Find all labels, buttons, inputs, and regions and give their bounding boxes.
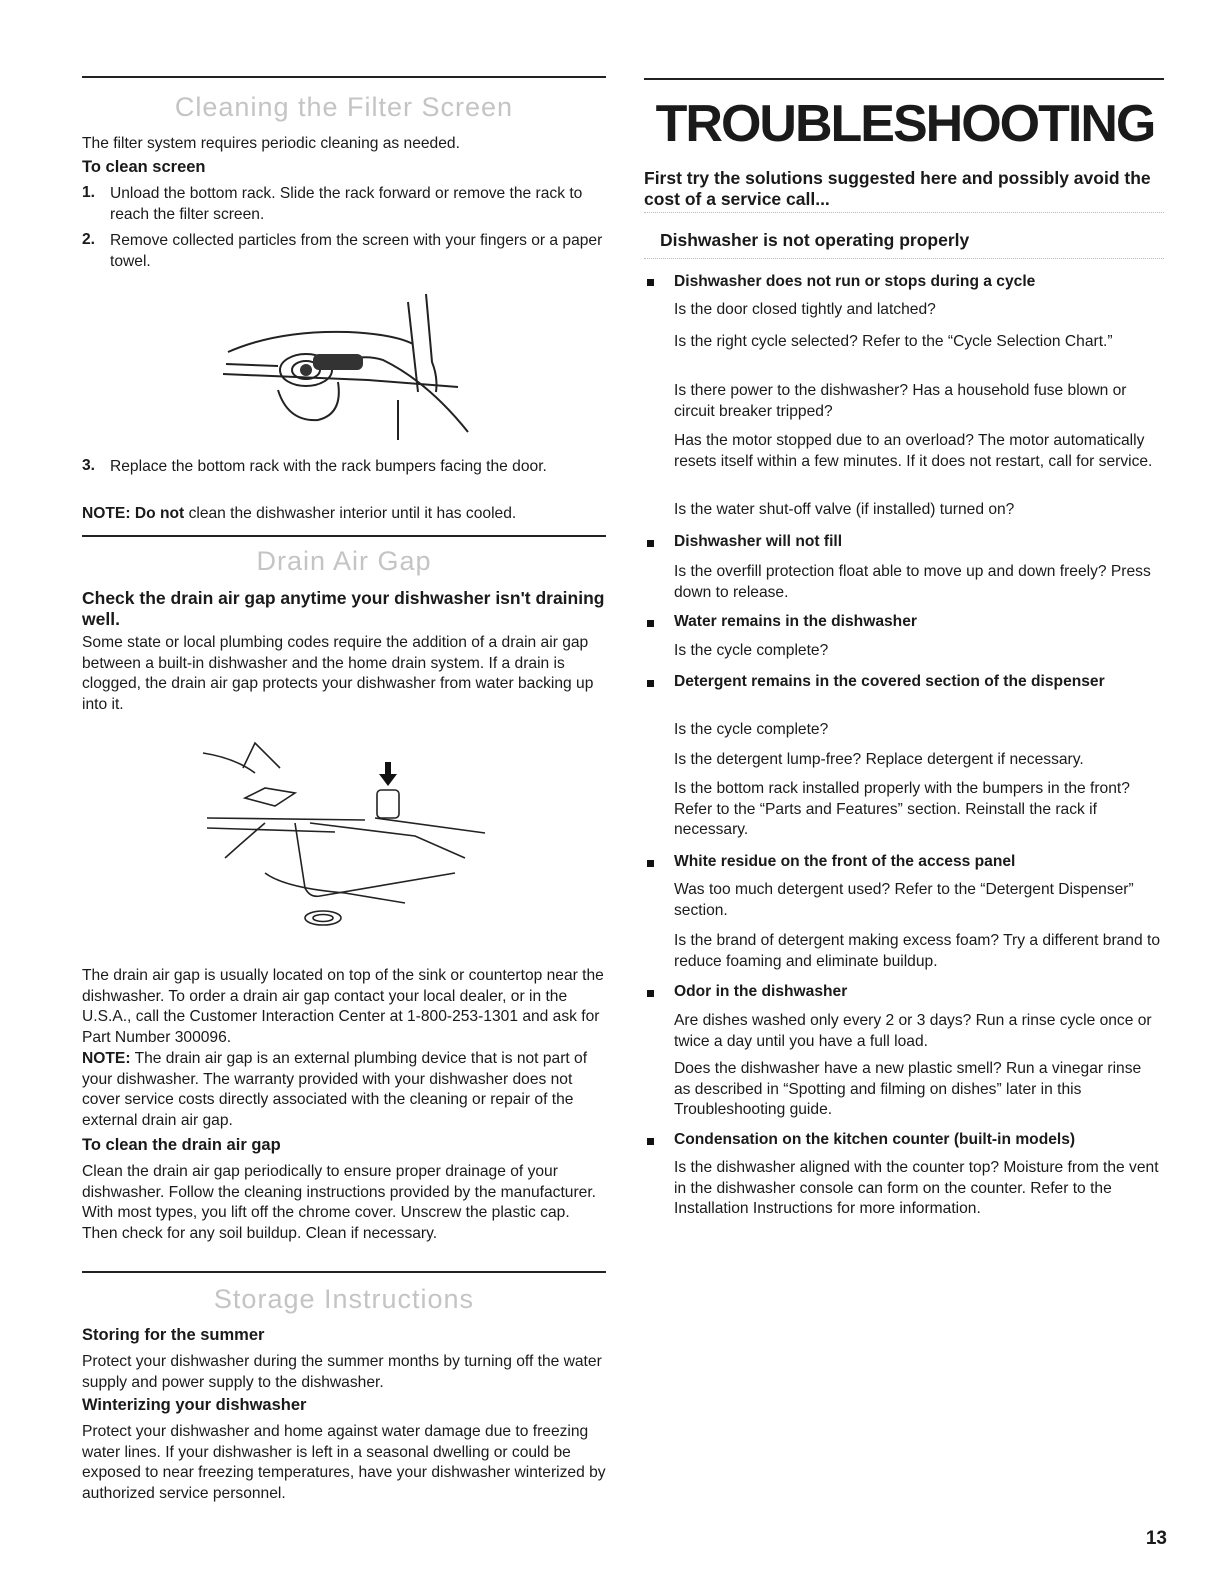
bullet-icon	[647, 620, 654, 627]
airgap-note	[82, 1049, 606, 1131]
step-text: Unload the bottom rack. Slide the rack forward or remove the rack to reach the filter screen.	[110, 185, 583, 223]
filter-intro: The filter system requires periodic cleaning as needed.	[82, 135, 460, 152]
issue-heading: Dishwasher will not fill	[674, 533, 843, 550]
storage-section-title: Storage Instructions	[213, 1284, 475, 1314]
bullet-icon	[647, 860, 654, 867]
troubleshooting-section-heading: Dishwasher is not operating properly	[660, 230, 970, 250]
troubleshooting-intro: First try the solutions suggested here and possibly avoid the cost of a service call...	[644, 168, 1151, 209]
top-rule-left	[82, 76, 606, 78]
issue-heading: Condensation on the kitchen counter (built-in models)	[674, 1131, 1076, 1148]
issue-answer: Was too much detergent used? Refer to the “Detergent Dispenser” section.	[674, 881, 1134, 919]
issue-answer: Is the cycle complete?	[674, 642, 829, 659]
dotted-divider	[644, 212, 1164, 214]
step-text: Replace the bottom rack with the rack bumpers facing the door.	[110, 458, 547, 475]
airgap-heading: Check the drain air gap anytime your dishwasher isn't draining well.	[82, 588, 605, 629]
issue-answer: Is the water shut-off valve (if installed) turned on?	[674, 501, 1015, 518]
storage-para-summer: Protect your dishwasher during the summer months by turning off the water supply and power supply to the dishwasher.	[82, 1353, 602, 1391]
step-number: 3.	[82, 457, 96, 474]
filter-section-title: Cleaning the Filter Screen	[174, 92, 514, 122]
note-text: clean the dishwasher interior until it has cooled.	[188, 505, 517, 522]
dotted-divider	[644, 258, 1164, 260]
bullet-icon	[647, 1138, 654, 1145]
section-rule	[82, 535, 606, 537]
note-label: NOTE: Do not	[82, 505, 185, 522]
issue-answer: Is the door closed tightly and latched?	[674, 301, 936, 318]
issue-answer: Does the dishwasher have a new plastic smell? Run a vinegar rinse as described in “Spotting and filming on dishes” later in this Troubleshooting guide.	[674, 1060, 1142, 1118]
airgap-para2: The drain air gap is usually located on top of the sink or countertop near the dishwasher. To order a drain air gap contact your local dealer, or in the U.S.A., call the Customer Interaction Center at 1-800-253-1301 and ask for Part Number 300096.	[82, 967, 604, 1046]
issue-answer: Is the brand of detergent making excess foam? Try a different brand to reduce foaming and eliminate buildup.	[674, 932, 1160, 970]
bullet-icon	[647, 279, 654, 286]
section-rule	[82, 1271, 606, 1273]
issue-answer: Is the detergent lump-free? Replace detergent if necessary.	[674, 751, 1084, 768]
bullet-icon	[647, 990, 654, 997]
issue-answer: Is the right cycle selected? Refer to the “Cycle Selection Chart.”	[674, 333, 1113, 350]
issue-answer: Has the motor stopped due to an overload? The motor automatically resets itself within a few minutes. If it does not restart, call for service.	[674, 432, 1153, 470]
bullet-icon	[647, 680, 654, 687]
storage-subhead-winter: Winterizing your dishwasher	[82, 1396, 307, 1414]
troubleshooting-title: TROUBLESHOOTING	[655, 95, 1155, 153]
filter-subhead: To clean screen	[82, 158, 206, 176]
storage-subhead-summer: Storing for the summer	[82, 1326, 265, 1344]
step-number: 2.	[82, 231, 96, 248]
note-label: NOTE:	[82, 1050, 131, 1067]
drain-air-gap-illustration	[195, 728, 495, 933]
airgap-section-title: Drain Air Gap	[256, 546, 432, 576]
page-number: 13	[1145, 1528, 1167, 1549]
issue-heading: Detergent remains in the covered section of the dispenser	[674, 673, 1105, 690]
issue-answer: Is the bottom rack installed properly with the bumpers in the front? Refer to the “Parts and Features” section. Reinstall the rack if necessary.	[674, 780, 1130, 838]
step-number: 1.	[82, 184, 96, 201]
issue-answer: Is there power to the dishwasher? Has a household fuse blown or circuit breaker tripped?	[674, 382, 1127, 420]
filter-note	[82, 504, 606, 525]
issue-answer: Are dishes washed only every 2 or 3 days? Run a rinse cycle once or twice a day until you have a full load.	[674, 1012, 1152, 1050]
issue-answer: Is the dishwasher aligned with the counter top? Moisture from the vent in the dishwasher console can form on the counter. Refer to the Installation Instructions for more information.	[674, 1159, 1159, 1217]
issue-answer: Is the cycle complete?	[674, 721, 829, 738]
issue-heading: White residue on the front of the access panel	[674, 853, 1016, 870]
step-text: Remove collected particles from the screen with your fingers or a paper towel.	[110, 232, 603, 270]
bullet-icon	[647, 540, 654, 547]
airgap-para1: Some state or local plumbing codes require the addition of a drain air gap between a built-in dishwasher and the home drain system. If a drain is clogged, the drain air gap protects your dishwasher from water backing up into it.	[82, 634, 594, 713]
issue-heading: Dishwasher does not run or stops during a cycle	[674, 273, 1036, 290]
issue-heading: Odor in the dishwasher	[674, 983, 848, 1000]
top-rule-right	[644, 78, 1164, 80]
filter-screen-illustration	[218, 282, 478, 447]
issue-heading: Water remains in the dishwasher	[674, 613, 917, 630]
note-text: The drain air gap is an external plumbing device that is not part of your dishwasher. The warranty provided with your dishwasher does not cover service costs directly associated with the cleaning or repair of the external drain air gap.	[82, 1050, 588, 1129]
airgap-para3: Clean the drain air gap periodically to ensure proper drainage of your dishwasher. Follow the cleaning instructions provided by the manufacturer. With most types, you lift off the chrome cover. Unscrew the plastic cap. Then check for any soil buildup. Clean if necessary.	[82, 1163, 597, 1242]
airgap-clean-subhead: To clean the drain air gap	[82, 1136, 281, 1154]
storage-para-winter: Protect your dishwasher and home against water damage due to freezing water lines. If your dishwasher is left in a seasonal dwelling or could be exposed to near freezing temperatures, have your dishwasher winterized by authorized service personnel.	[82, 1423, 606, 1502]
issue-answer: Is the overfill protection float able to move up and down freely? Press down to release.	[674, 563, 1151, 601]
